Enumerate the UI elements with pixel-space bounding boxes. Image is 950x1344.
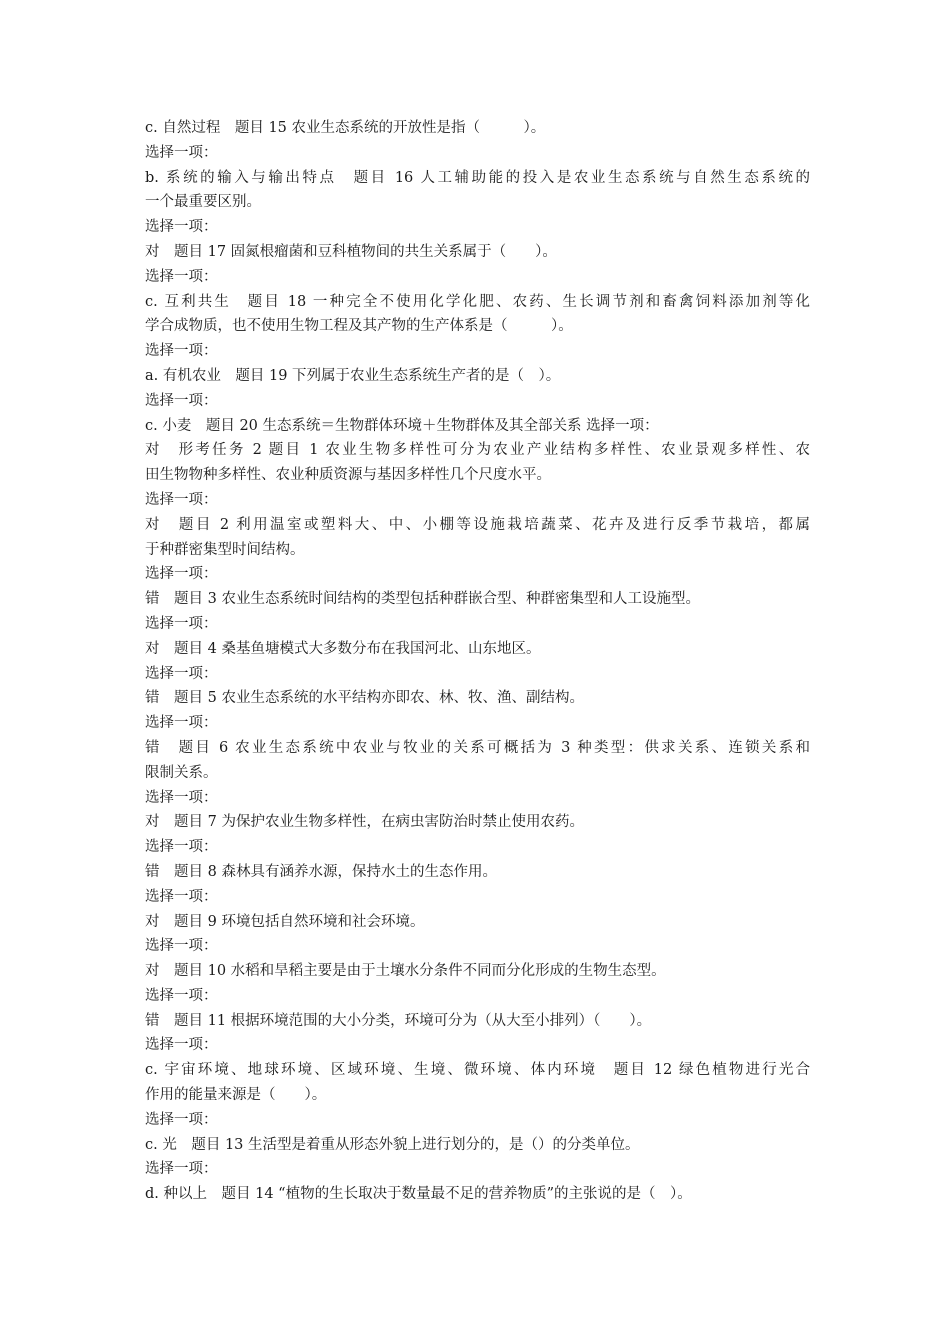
- text-line: 选择一项：: [145, 1037, 218, 1054]
- text-line: d. 种以上 题目 14 “植物的生长取决于数量最不足的营养物质”的主张说的是（ ）。: [145, 1186, 692, 1203]
- text-line: 选择一项：: [145, 715, 218, 732]
- text-line: 选择一项：: [145, 144, 218, 161]
- text-line: 错 题目 8 森林具有涵养水源，保持水土的生态作用。: [145, 863, 497, 880]
- text-line: 一个最重要区别。: [145, 194, 261, 211]
- text-line: 对 题目 10 水稻和旱稻主要是由于土壤水分条件不同而分化形成的生物生态型。: [145, 963, 666, 980]
- text-line: 限制关系。: [145, 764, 218, 781]
- text-line: a. 有机农业 题目 19 下列属于农业生态系统生产者的是（ ）。: [145, 367, 561, 384]
- text-line: 选择一项：: [145, 1111, 218, 1128]
- text-line: c. 互利共生 题目 18 一种完全不使用化学化肥、农药、生长调节剂和畜禽饲料添加剂等化: [145, 293, 810, 310]
- text-line: 选择一项：: [145, 219, 218, 236]
- text-line: 选择一项：: [145, 491, 218, 508]
- text-line: c. 自然过程 题目 15 农业生态系统的开放性是指（ ）。: [145, 120, 546, 136]
- text-line: c. 小麦 题目 20 生态系统＝生物群体环境＋生物群体及其全部关系 选择一项：: [145, 417, 659, 434]
- text-line: 田生物物种多样性、农业种质资源与基因多样性几个尺度水平。: [145, 467, 551, 484]
- text-line: 作用的能量来源是（ ）。: [145, 1087, 327, 1104]
- text-line: 错 题目 11 根据环境范围的大小分类，环境可分为（从大至小排列）（ ）。: [145, 1012, 652, 1029]
- text-line: 对 形考任务 2 题目 1 农业生物多样性可分为农业产业结构多样性、农业景观多样性、农: [145, 442, 810, 459]
- text-line: 选择一项：: [145, 1161, 218, 1178]
- text-line: 对 题目 9 环境包括自然环境和社会环境。: [145, 913, 425, 930]
- text-line: 选择一项：: [145, 615, 218, 632]
- text-line: 选择一项：: [145, 343, 218, 360]
- text-line: 选择一项：: [145, 888, 218, 905]
- text-line: 对 题目 7 为保护农业生物多样性，在病虫害防治时禁止使用农药。: [145, 814, 584, 831]
- text-line: 选择一项：: [145, 987, 218, 1004]
- text-line: 错 题目 6 农业生态系统中农业与牧业的关系可概括为 3 种类型：供求关系、连锁关系和: [145, 739, 810, 756]
- text-line: 对 题目 4 桑基鱼塘模式大多数分布在我国河北、山东地区。: [145, 640, 541, 657]
- text-line: 选择一项：: [145, 839, 218, 856]
- text-line: c. 宇宙环境、地球环境、区域环境、生境、微环境、体内环境 题目 12 绿色植物进行光合: [145, 1062, 810, 1079]
- document-page: [145, 116, 810, 1207]
- text-line: 选择一项：: [145, 268, 218, 285]
- text-line: 学合成物质，也不使用生物工程及其产物的生产体系是（ ）。: [145, 318, 573, 335]
- text-line: c. 光 题目 13 生活型是着重从形态外貌上进行划分的，是（）的分类单位。: [145, 1136, 640, 1153]
- text-line: 选择一项：: [145, 665, 218, 682]
- text-line: 对 题目 17 固氮根瘤菌和豆科植物间的共生关系属于（ ）。: [145, 243, 557, 260]
- text-line: 错 题目 5 农业生态系统的水平结构亦即农、林、牧、渔、副结构。: [145, 690, 584, 707]
- text-line: b. 系统的输入与输出特点 题目 16 人工辅助能的投入是农业生态系统与自然生态系统的: [145, 169, 810, 186]
- text-line: 对 题目 2 利用温室或塑料大、中、小棚等设施栽培蔬菜、花卉及进行反季节栽培，都属: [145, 516, 810, 533]
- text-line: 错 题目 3 农业生态系统时间结构的类型包括种群嵌合型、种群密集型和人工设施型。: [145, 591, 700, 608]
- text-line: 选择一项：: [145, 392, 218, 409]
- text-line: 于种群密集型时间结构。: [145, 541, 305, 558]
- text-line: 选择一项：: [145, 789, 218, 806]
- text-line: 选择一项：: [145, 938, 218, 955]
- text-line: 选择一项：: [145, 566, 218, 583]
